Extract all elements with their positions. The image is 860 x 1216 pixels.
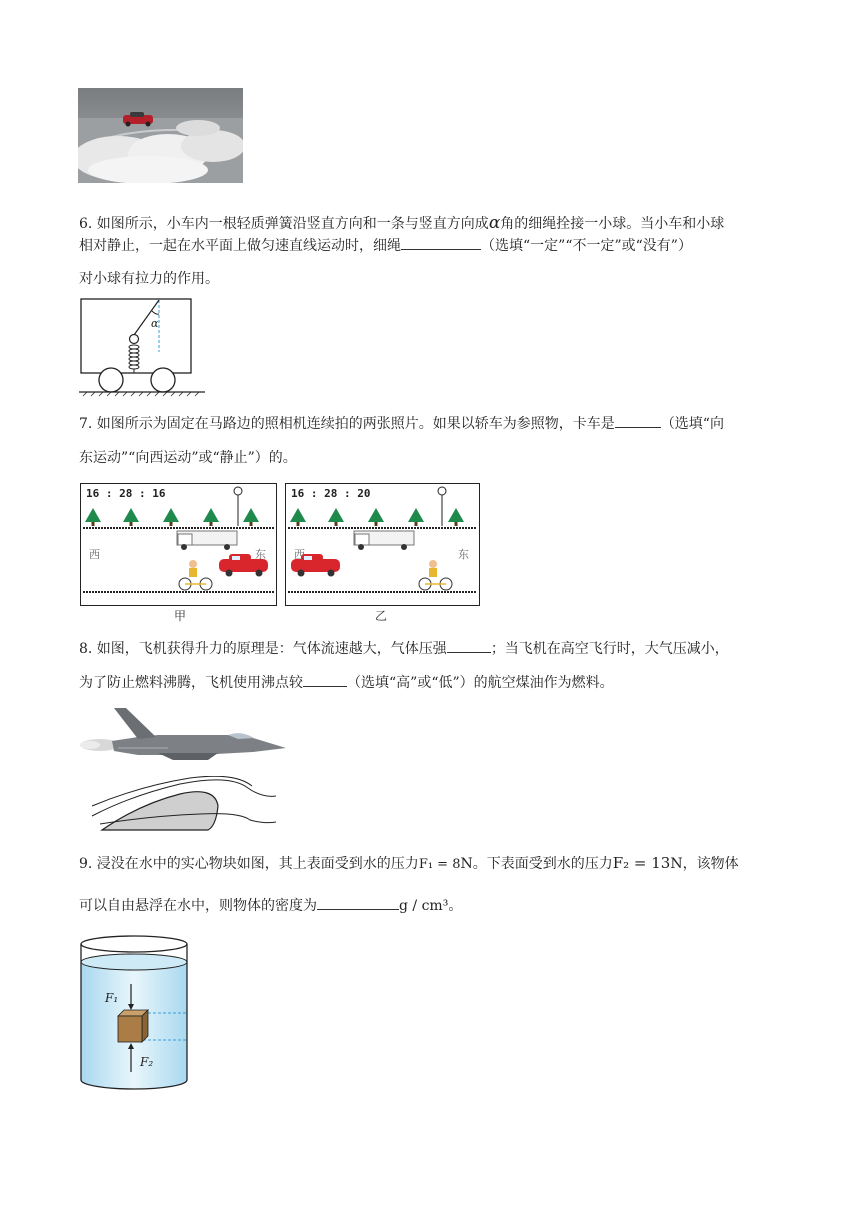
q6-text-line3: 对小球有拉力的作用。 xyxy=(79,271,219,287)
cart-spring-diagram xyxy=(79,297,207,397)
q6-text-line2: 相对静止，一起在水平面上做匀速直线运动时，细绳 （选填“一定”“不一定”或“没有”） xyxy=(79,229,794,263)
west-label: 西 xyxy=(294,548,305,561)
road-photo-b xyxy=(285,483,480,606)
answer-blank[interactable] xyxy=(303,671,347,687)
answer-blank[interactable] xyxy=(615,412,661,428)
f2-expression: F₂ = 13 xyxy=(612,854,671,872)
answer-blank[interactable] xyxy=(317,894,399,910)
q6-text: 6. 如图所示，小车内一根轻质弹簧沿竖直方向和一条与竖直方向成α角的细绳拴接一小球。当小车和小球 xyxy=(79,213,725,233)
f1-expression: F₁ = 8 xyxy=(418,857,461,872)
q8-text: 8. 如图，飞机获得升力的原理是：气体流速越大，气体压强 ；当飞机在高空飞行时，大气压减小， xyxy=(79,632,794,666)
density-unit: g / cm³ xyxy=(399,898,449,914)
jet-fighter-image xyxy=(78,705,290,765)
east-label: 东 xyxy=(255,548,266,561)
drift-car-photo xyxy=(78,88,243,183)
alpha-label: α xyxy=(151,317,159,330)
q7-text: 7. 如图所示为固定在马路边的照相机连续拍的两张照片。如果以轿车为参照物，卡车是 （选填“向 xyxy=(79,407,794,441)
answer-blank[interactable] xyxy=(401,234,481,250)
photo-caption-b: 乙 xyxy=(375,609,388,623)
road-photo-a xyxy=(80,483,277,606)
f1-label: F₁ xyxy=(105,991,119,1005)
q7-text-line2: 东运动”“向西运动”或“静止”）的。 xyxy=(79,450,297,466)
timestamp: 16 : 28 : 20 xyxy=(291,487,371,500)
f2-label: F₂ xyxy=(140,1055,154,1069)
timestamp: 16 : 28 : 16 xyxy=(86,487,166,500)
q9-text-line2: 可以自由悬浮在水中，则物体的密度为 g / cm³。 xyxy=(79,889,794,923)
east-label: 东 xyxy=(458,548,469,561)
q8-text-line2: 为了防止燃料沸腾，飞机使用沸点较 （选填“高”或“低”）的航空煤油作为燃料。 xyxy=(79,666,794,700)
photo-caption-a: 甲 xyxy=(174,609,187,623)
west-label: 西 xyxy=(89,548,100,561)
airfoil-streamline-diagram xyxy=(90,776,278,832)
q9-text: 9. 浸没在水中的实心物块如图，其上表面受到水的压力F₁ = 8N。下表面受到水的压力F₂ = 13N，该物体 xyxy=(79,854,739,872)
submerged-block-diagram xyxy=(78,934,190,1092)
answer-blank[interactable] xyxy=(447,637,491,653)
